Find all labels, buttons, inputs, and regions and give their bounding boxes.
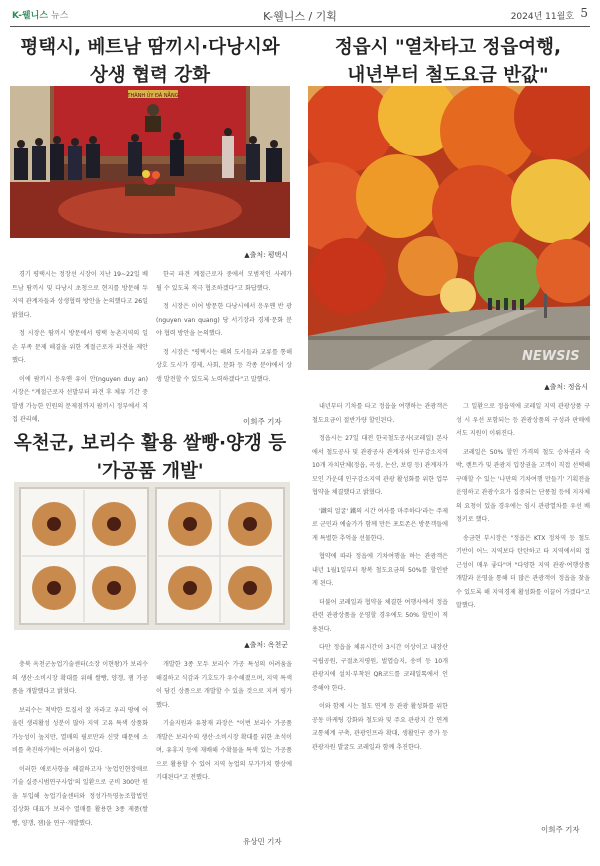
article2-photo bbox=[14, 482, 290, 630]
article1-paragraph: 이에 팜끼시 응우옌 유이 안(nguyen duy an) 시장은 "계절근로자 선발부터 파견 후 체류 기간 중 발생 가능한 인원의 문제점까지 팜끼시 정부에서 직접 관리해, bbox=[12, 375, 148, 423]
article2-paragraph: 충북 옥천군농업기술센터(소장 이현왕)가 보리수의 생산·소비시장 확대를 위해 쌀빵, 양갱, 잼 가공품을 개발했다고 밝혔다. bbox=[12, 661, 148, 695]
article3-title-line1: 정읍시 "열차타고 정읍여행, bbox=[334, 37, 562, 58]
article3-column1 bbox=[312, 400, 448, 759]
article2-title-line2: '가공품 개발' bbox=[96, 461, 204, 482]
article1-paragraph: 경기 평택시는 정장선 시장이 지난 19~22일 베트남 땀끼시 및 다낭시 초청으로 현지를 방문해 두 지역 관계자들과 상생협력 방안을 논의했다고 26일 밝혔다. bbox=[12, 271, 148, 319]
article3-paragraph: 협약에 따라 정읍에 기차여행을 하는 관광객은 내년 1월1일부터 왕복 철도요금의 50%를 할인받게 된다. bbox=[312, 553, 448, 587]
article3-paragraph: 코레일은 50% 할인 가격의 철도 승차권과 숙박, 렌트카 및 관광지 입장권을 고객이 직접 선택해 구매할 수 있는 '나만의 기차여행 만들기' 기획전을 운영하고 관광수요가 집중되는 단풍철 등에 지자체의 요청이 있을 경우에는 임시 관광열차를 우선 배정키로 했다. bbox=[456, 448, 590, 523]
article3-byline: 이희주 기자 bbox=[541, 825, 580, 834]
autumn-road-image bbox=[308, 86, 590, 370]
page-header bbox=[10, 4, 590, 27]
article2-headline bbox=[10, 430, 290, 486]
article1-title-line2: 상생 협력 강화 bbox=[89, 65, 211, 86]
article3-paragraph: '鐵의 얼굴' 鐵의 시간 여사를 마주하다'라는 주제로 군민과 예술가가 함께 만든 포토존은 방문객들에게 특별한 추억을 선물한다. bbox=[312, 507, 448, 542]
section-title: K-웰니스 / 기획 bbox=[263, 10, 337, 23]
article1-title-line1: 평택시, 베트남 땀끼시·다낭시와 bbox=[20, 37, 280, 58]
article1-column1 bbox=[12, 268, 148, 432]
article3-paragraph: 송금현 부시장은 "정읍은 KTX 정차역 등 철도 기반이 어느 지역보다 탄탄하고 타 지역에서의 접근성이 매우 좋다"며 "다양한 지역 관광·여행상품 개발과 운영을 통해 더 많은 관광객이 정읍을 찾을 수 있도록 해 지역경제 활성화를 이끌어 가겠다"고 말했다. bbox=[456, 534, 590, 609]
article1-byline: 이희주 기자 bbox=[243, 417, 282, 426]
photo-banner-text: THÀNH ỦY ĐÀ NẴNG bbox=[127, 93, 179, 99]
article3-photo-credit: ▲출처: 정읍시 bbox=[544, 383, 588, 391]
article2-photo-credit: ▲출처: 옥천군 bbox=[244, 641, 288, 649]
article3-headline bbox=[306, 34, 590, 90]
article1-headline bbox=[10, 34, 290, 90]
article1-photo bbox=[10, 86, 290, 238]
article1-paragraph: 정 시장은 땀끼시 방문에서 평택 농촌지역의 일손 부족 문제 해결을 위한 계절근로자 파견을 제안했다. bbox=[12, 330, 148, 364]
article3-paragraph: 이와 함께 시는 철도 연계 등 관광 활성화를 위한 공동 마케팅 강화와 철도와 및 주요 관광지 간 연계 교통체계 구축, 관광인프라 확대, 생활인구 증가 등 관광자원 발굴도 코레일과 함께 추진한다. bbox=[312, 703, 448, 751]
article2-byline: 유상민 기자 bbox=[243, 837, 282, 846]
article3-paragraph: 다만 정읍을 체류시간이 3시간 이상이고 내장산국립공원, 구절초지평원, 벌엽습지, 송비 등 10개 관광지에 설치·부착된 QR코드를 코레일톡에서 인증해야 한다. bbox=[312, 644, 448, 692]
article2-column2 bbox=[156, 658, 292, 790]
article2-column1 bbox=[12, 658, 148, 835]
article1-paragraph: 정 시장은 "평택시는 해외 도시들과 교류를 통해 상호 도시가 경제, 사회, 문화 등 각종 분야에서 상생 발전할 수 있도록 노력하겠다"고 말했다. bbox=[156, 348, 292, 383]
article3-title-line2: 내년부터 철도요금 반값" bbox=[347, 65, 549, 86]
article2-paragraph: 개발한 3종 모두 보리수 가공 특성의 어려움을 해결하고 식감과 기호도가 우수해졌으며, 지역 특색이 담긴 상품으로 개발할 수 있을 것으로 지켜 평가했다. bbox=[156, 661, 292, 709]
article3-column2 bbox=[456, 400, 590, 618]
article3-paragraph: 내년부터 기차를 타고 정읍을 여행하는 관광객은 철도요금이 절반가량 할인된다. bbox=[312, 403, 448, 424]
article3-paragraph: 정읍시는 27일 대전 한국철도공사(코레일) 본사에서 철도공사 및 관광공사 관계자와 인구감소지역 10개 자치단체(정읍, 곡성, 논산, 보령 등) 관계자가 모인 가운데 인구감소지역 관광 활성화를 위한 업무협약을 체결했다고 밝혔다. bbox=[312, 435, 448, 496]
article2-paragraph: 보리수는 척박한 토질서 잘 자라고 우리 땅에 어울린 생리활성 성분이 많아 지역 고유 특색 상품화 가능성이 높지만, 열매의 필로만과 신맛 때문에 소비를 촉진하기에는 어려움이 있다. bbox=[12, 706, 148, 754]
article3-paragraph: 그 일환으로 정읍역에 코레일 지역 관광상품 구성 시 우선 포함되는 등 관광상품의 구성과 판매에서도 지원이 이뤄진다. bbox=[456, 403, 590, 437]
issue-date: 2024년 11월호 bbox=[510, 12, 574, 22]
article2-paragraph: 기술지원과 유창재 과장은 "이번 보리수 가공품 개발은 보리수의 생산·소비시장 확대를 위한 초석이며, 유휴지 등에 재배해 수확물을 특색 있는 가공품으로 활용할 수 있어 지역 농업의 부가가치 향상에 기대된다"고 전했다. bbox=[156, 720, 292, 781]
article1-paragraph: 한국 파견 계절근로자 중에서 모범적인 사례가 될 수 있도록 적극 협조하겠다"고 화답했다. bbox=[156, 271, 292, 292]
article3-photo bbox=[308, 86, 590, 370]
article1-photo-credit: ▲출처: 평택시 bbox=[244, 251, 288, 259]
article1-paragraph: 정 시장은 이어 방문한 다낭시에서 응우옌 반 광(nguyen van quang) 당 서기장과 경제·문화 분야 협력 방안을 논의했다. bbox=[156, 303, 292, 337]
article2-paragraph: 이러한 애로사항을 해결하고자 '농업인현장애로기술 실증시범연구사업'의 일환으로 군비 300만 원을 투입해 농업기술센터와 정성가득영농조합법인 김상화 대표가 보리수 열매를 활용한 3종 제품(쌀빵, 양갱, 잼)을 연구·개발했다. bbox=[12, 765, 148, 827]
article2-title-line1: 옥천군, 보리수 활용 쌀빵·양갱 등 bbox=[13, 433, 287, 454]
logo-news: 뉴스 bbox=[51, 11, 69, 21]
bread-boxes-image bbox=[14, 482, 290, 630]
article3-paragraph: 더불어 코레일과 협약을 체결한 여행사에서 정읍 관련 관광상품을 운영할 경우에도 50% 할인이 적용된다. bbox=[312, 598, 448, 633]
page-number: 5 bbox=[580, 6, 588, 20]
logo-k-wellness: K-웰니스 bbox=[12, 11, 49, 21]
newsis-watermark: NEWSIS bbox=[522, 349, 580, 364]
meeting-room-image bbox=[10, 86, 290, 238]
article1-column2 bbox=[156, 268, 292, 391]
